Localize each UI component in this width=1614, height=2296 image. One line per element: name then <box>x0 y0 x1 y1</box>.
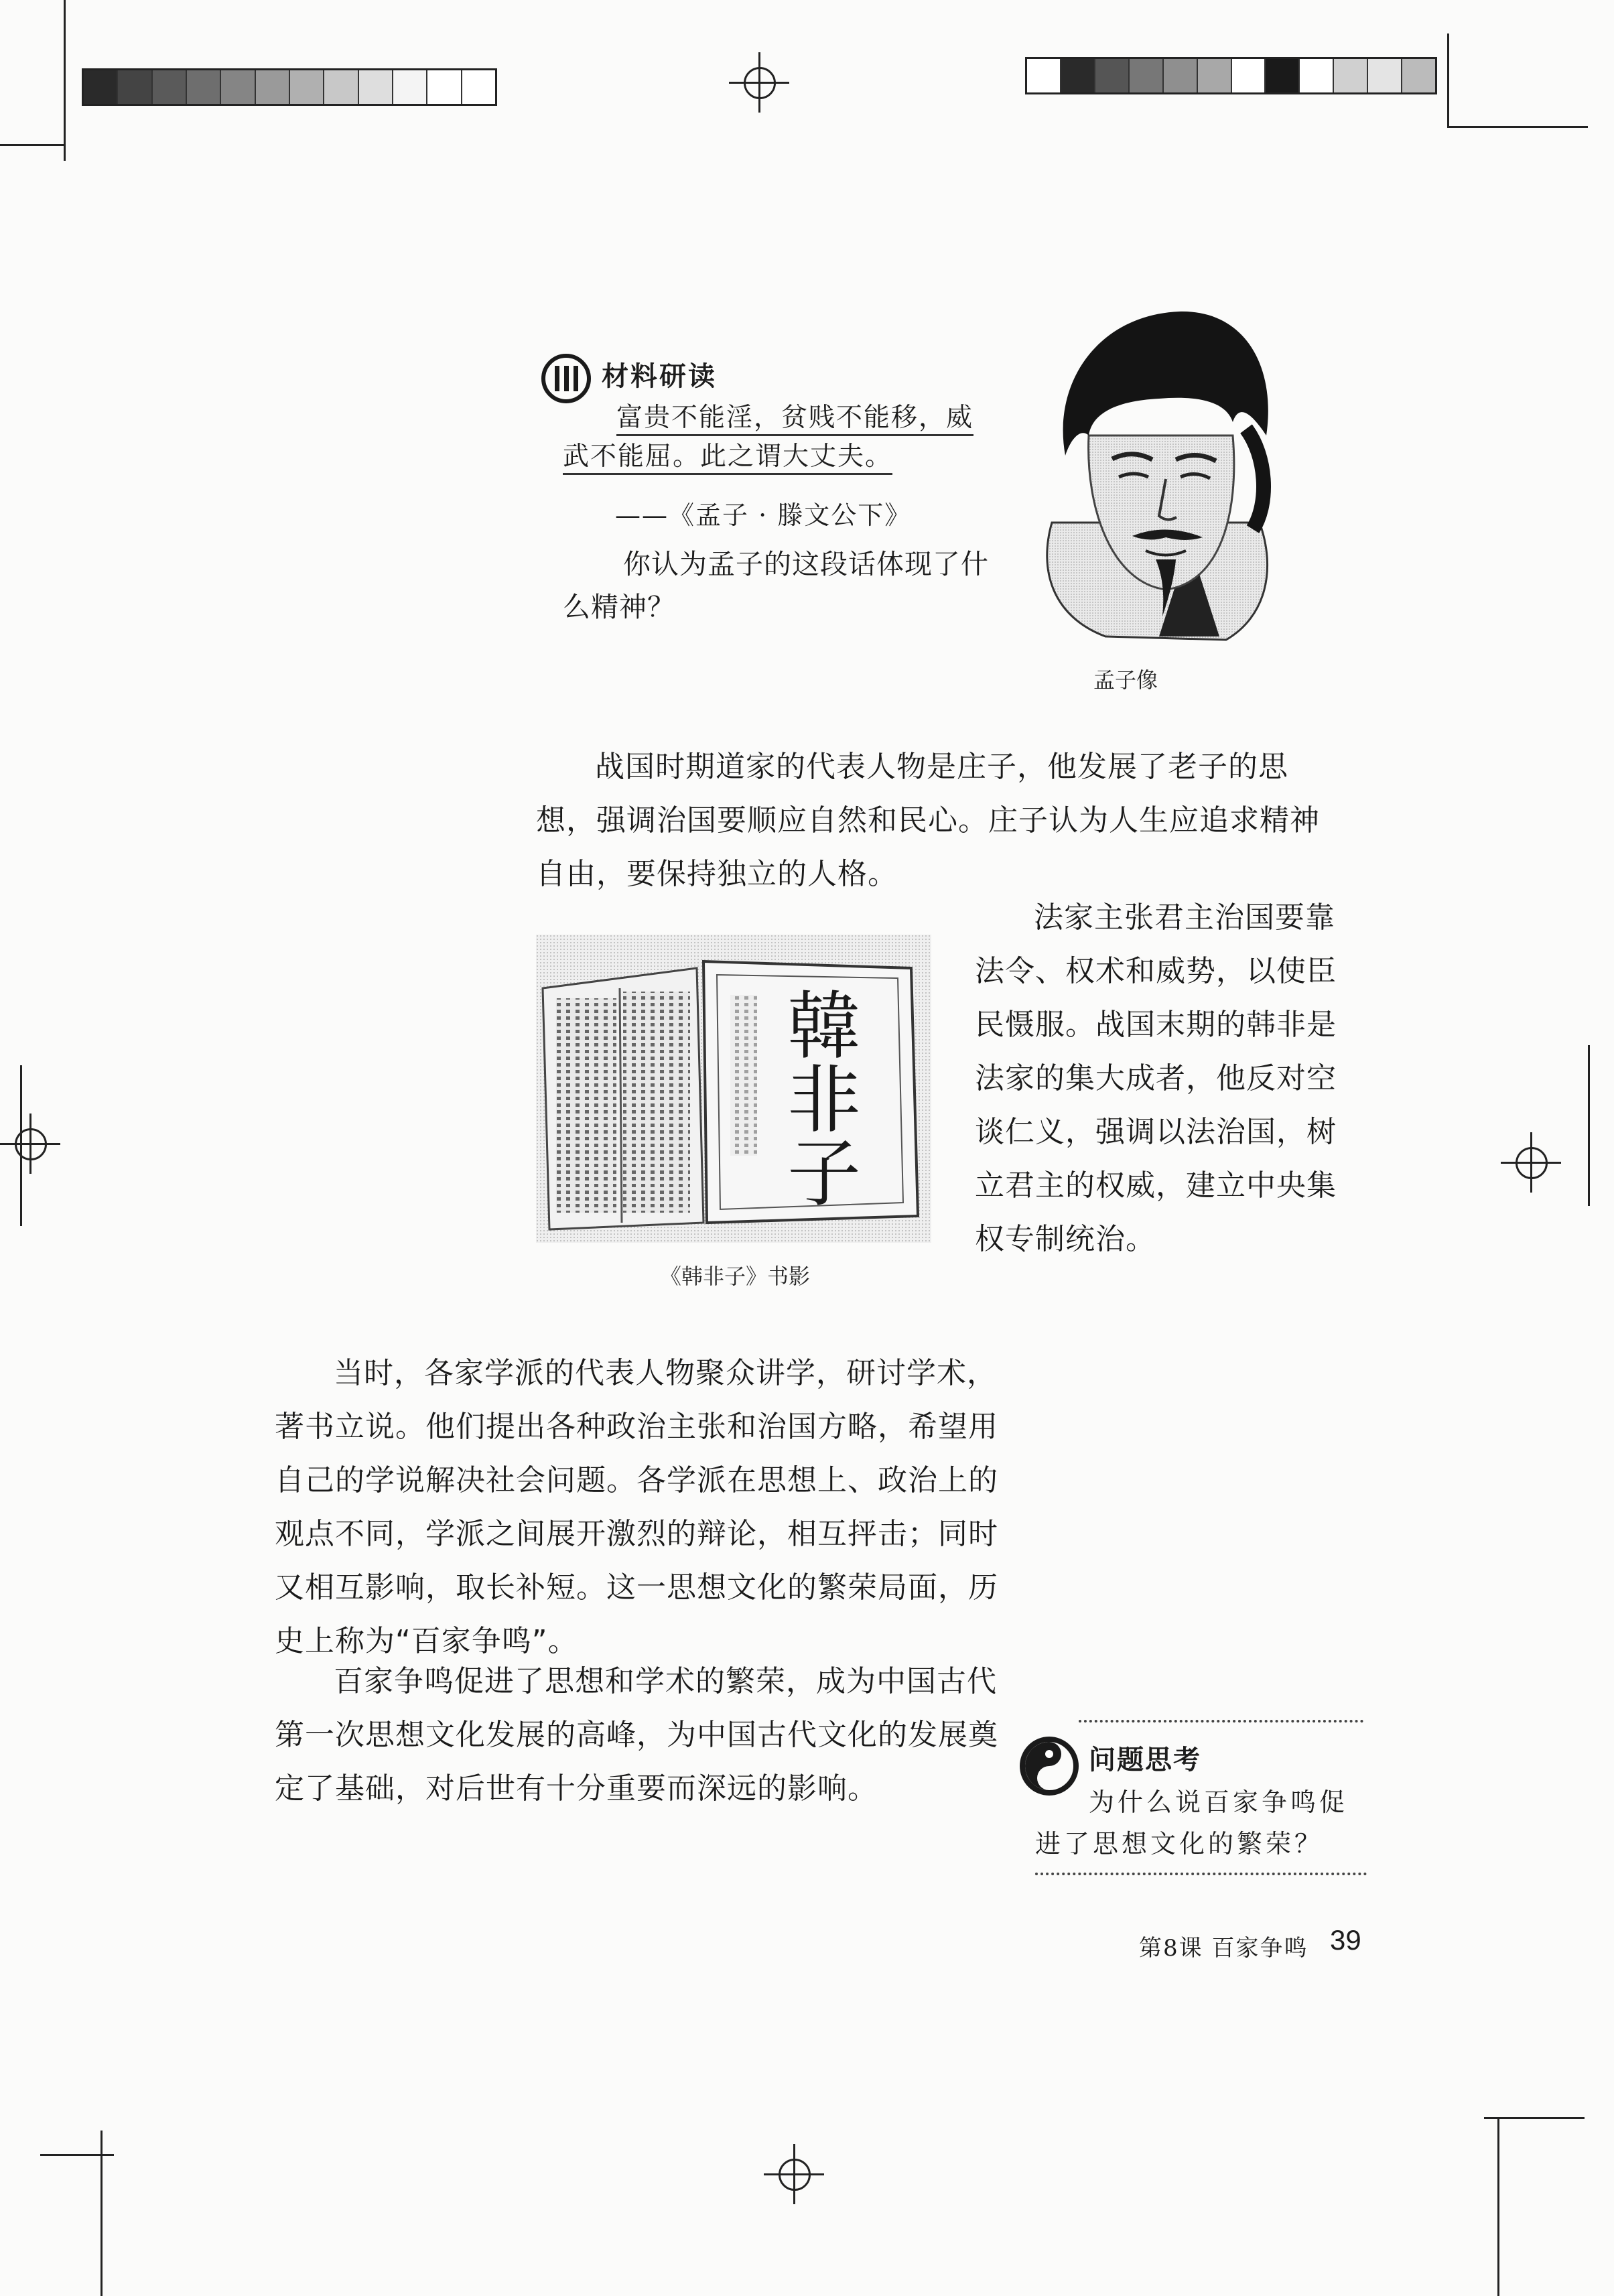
question-line-2: 进了思想文化的繁荣？ <box>1035 1829 1324 1859</box>
question-think-icon <box>1018 1735 1080 1797</box>
question-box-top-border <box>1079 1720 1363 1723</box>
quote-line-2 <box>563 437 892 477</box>
reading-question: 你认为孟子的这段话体现了什么精神？ <box>563 548 989 623</box>
book-cover-char-2: 非 <box>787 1057 861 1143</box>
registration-mark-right <box>1501 1132 1561 1193</box>
footer-lesson-title: 第8课 百家争鸣 <box>1139 1935 1308 1962</box>
quote-source: ——《孟子 · 滕文公下》 <box>615 500 912 530</box>
book-caption: 《韩非子》书影 <box>660 1264 811 1289</box>
paragraph-contention: 当时，各家学派的代表人物聚众讲学，研讨学术，著书立说。他们提出各种政治主张和治国方略，希望用自己的学说解决社会问题。各学派在思想上、政治上的观点不同，学派之间展开激烈的辩论，相互抨击；同时又相互影响，取长补短。这一思想文化的繁荣局面，历史上称为“百家争鸣”。 <box>275 1356 998 1658</box>
book-cover-char-1: 韓 <box>787 984 861 1069</box>
hanfeizi-book-image <box>536 935 931 1243</box>
question-line-1: 为什么说百家争鸣促 <box>1089 1787 1349 1817</box>
mencius-portrait <box>1025 301 1280 657</box>
registration-mark-bottom <box>764 2144 824 2204</box>
registration-mark-left <box>0 1113 60 1174</box>
paragraph-zhuangzi: 战国时期道家的代表人物是庄子，他发展了老子的思想，强调治国要顺应自然和民心。庄子认为人生应追求精神自由，要保持独立的人格。 <box>536 750 1320 891</box>
quote-line-1-text: 富贵不能淫，贫贱不能移，威 <box>616 403 973 436</box>
reading-bars-icon <box>541 354 591 403</box>
question-box-bottom-border <box>1035 1873 1367 1875</box>
page-number: 39 <box>1330 1924 1361 1956</box>
registration-mark-top <box>729 52 789 113</box>
book-cover-char-3: 子 <box>787 1131 861 1217</box>
quote-line-2-text: 武不能屈。此之谓大丈夫。 <box>563 442 892 475</box>
question-title: 问题思考 <box>1089 1745 1201 1775</box>
paragraph-legalism: 法家主张君主治国要靠法令、权术和威势，以使臣民慑服。战国末期的韩非是法家的集大成者，他反对空谈仁义，强调以法治国，树立君主的权威，建立中央集权专制统治。 <box>975 900 1337 1256</box>
color-calibration-bar-right <box>1025 57 1437 94</box>
paragraph-significance: 百家争鸣促进了思想和学术的繁荣，成为中国古代第一次思想文化发展的高峰，为中国古代文化的发展奠定了基础，对后世有十分重要而深远的影响。 <box>275 1664 998 1806</box>
reading-title: 材料研读 <box>602 361 717 392</box>
quote-line-1 <box>616 398 973 438</box>
color-calibration-bar-left <box>82 68 497 106</box>
portrait-caption: 孟子像 <box>1093 667 1158 693</box>
